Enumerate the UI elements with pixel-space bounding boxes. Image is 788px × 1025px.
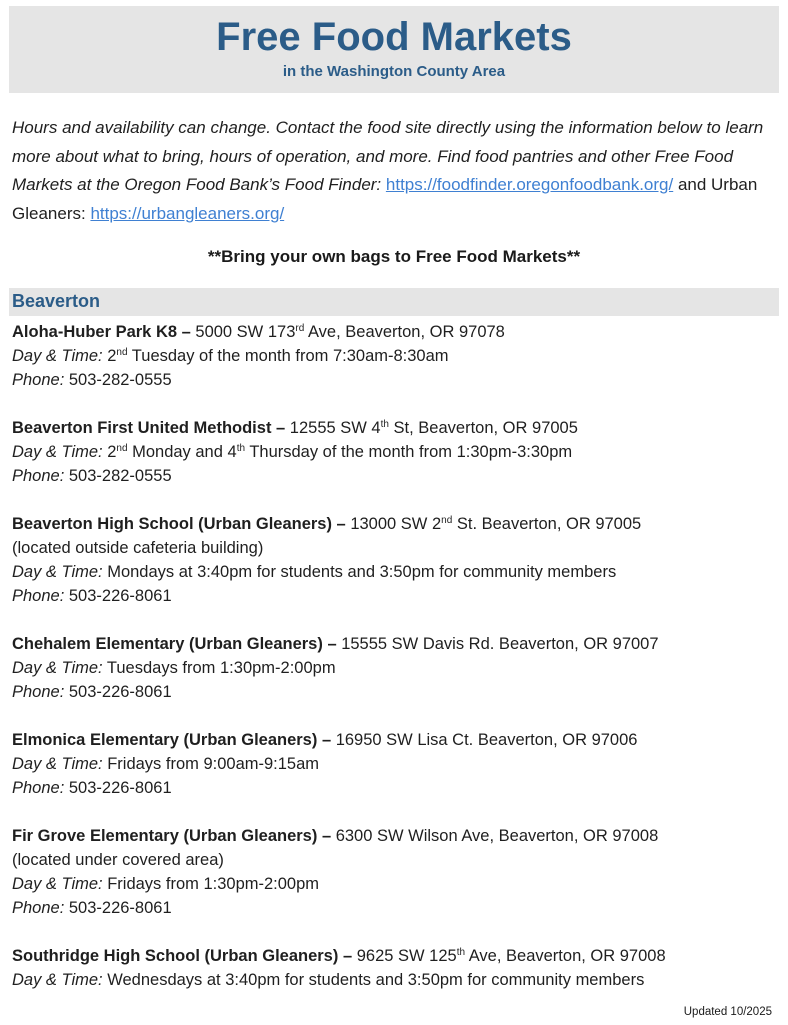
market-name: Aloha-Huber Park K8 – xyxy=(12,323,196,341)
day-time-label: Day & Time: xyxy=(12,347,103,365)
market-name: Chehalem Elementary (Urban Gleaners) – xyxy=(12,635,342,653)
market-name-address-line xyxy=(12,728,776,752)
phone-value: 503-226-8061 xyxy=(64,779,172,797)
day-time-value: Wednesdays at 3:40pm for students and 3:50pm for community members xyxy=(102,971,645,989)
market-name-address-line xyxy=(12,320,776,344)
market-address: 9625 SW 125th Ave, Beaverton, OR 97008 xyxy=(356,947,666,965)
market-day-time-line xyxy=(12,872,776,896)
document-header xyxy=(9,6,779,93)
market-name: Southridge High School (Urban Gleaners) – xyxy=(12,947,357,965)
market-phone-line xyxy=(12,368,776,392)
market-day-time-line xyxy=(12,440,776,464)
ordinal-superscript: th xyxy=(236,443,246,454)
ordinal-superscript: th xyxy=(380,419,389,430)
bring-bags-notice: **Bring your own bags to Free Food Markets** xyxy=(207,247,581,266)
market-address: 13000 SW 2nd St. Beaverton, OR 97005 xyxy=(350,515,642,533)
market-entry xyxy=(12,632,776,704)
phone-label: Phone: xyxy=(12,899,65,917)
market-name-address-line xyxy=(12,824,776,848)
market-phone-line xyxy=(12,464,776,488)
ordinal-superscript: th xyxy=(456,947,466,958)
day-time-label: Day & Time: xyxy=(12,971,103,989)
phone-label: Phone: xyxy=(12,467,65,485)
market-entry xyxy=(12,824,776,920)
phone-label: Phone: xyxy=(12,371,65,389)
market-address: 12555 SW 4th St, Beaverton, OR 97005 xyxy=(289,419,578,437)
market-name-address-line xyxy=(12,632,776,656)
market-address: 15555 SW Davis Rd. Beaverton, OR 97007 xyxy=(341,635,659,653)
market-address: 6300 SW Wilson Ave, Beaverton, OR 97008 xyxy=(335,827,659,845)
intro-link[interactable]: https://foodfinder.oregonfoodbank.org/ xyxy=(385,175,674,194)
market-name: Beaverton High School (Urban Gleaners) – xyxy=(12,515,351,533)
market-location-note: (located under covered area) xyxy=(12,851,224,869)
phone-label: Phone: xyxy=(12,779,65,797)
market-day-time-line xyxy=(12,344,776,368)
market-day-time-line xyxy=(12,656,776,680)
phone-label: Phone: xyxy=(12,683,65,701)
day-time-label: Day & Time: xyxy=(12,755,103,773)
ordinal-superscript: rd xyxy=(295,323,305,334)
market-entry xyxy=(12,512,776,608)
market-location-note: (located outside cafeteria building) xyxy=(12,539,264,557)
intro-link[interactable]: https://urbangleaners.org/ xyxy=(90,203,285,223)
section-header-beaverton: Beaverton xyxy=(9,288,779,316)
intro-text: and Urban Gleaners: xyxy=(12,175,758,223)
ordinal-superscript: nd xyxy=(441,515,453,526)
market-address: 5000 SW 173rd Ave, Beaverton, OR 97078 xyxy=(195,323,505,341)
phone-value: 503-226-8061 xyxy=(64,587,172,605)
day-time-value: Tuesdays from 1:30pm-2:00pm xyxy=(102,659,336,677)
market-list xyxy=(9,316,779,992)
day-time-value: Fridays from 1:30pm-2:00pm xyxy=(102,875,320,893)
page-title: Free Food Markets xyxy=(216,15,572,59)
updated-date: Updated 10/2025 xyxy=(683,1006,772,1018)
market-phone-line xyxy=(12,776,776,800)
market-entry xyxy=(12,944,776,992)
day-time-value: Fridays from 9:00am-9:15am xyxy=(102,755,320,773)
page-subtitle: in the Washington County Area xyxy=(282,63,506,80)
phone-value: 503-282-0555 xyxy=(64,467,172,485)
ordinal-superscript: nd xyxy=(116,347,128,358)
ordinal-superscript: nd xyxy=(116,443,128,454)
market-day-time-line xyxy=(12,560,776,584)
intro-text: Hours and availability can change. Contact the food site directly using the information below to learn more about what to bring, hours of operation, and more. Find food pantries and other Free Food Markets at the Oregon Food Bank’s Food Finder: xyxy=(12,118,764,194)
intro-paragraph xyxy=(12,114,776,228)
day-time-label: Day & Time: xyxy=(12,659,103,677)
phone-value: 503-226-8061 xyxy=(64,683,172,701)
market-name-address-line xyxy=(12,512,776,536)
day-time-value: 2nd Tuesday of the month from 7:30am-8:30am xyxy=(102,347,449,365)
market-entry xyxy=(12,728,776,800)
day-time-label: Day & Time: xyxy=(12,875,103,893)
market-name: Fir Grove Elementary (Urban Gleaners) – xyxy=(12,827,336,845)
market-name: Beaverton First United Methodist – xyxy=(12,419,290,437)
day-time-value: 2nd Monday and 4th Thursday of the month from 1:30pm-3:30pm xyxy=(102,443,573,461)
sections-container xyxy=(9,288,779,992)
day-time-label: Day & Time: xyxy=(12,443,103,461)
market-day-time-line xyxy=(12,968,776,992)
market-name: Elmonica Elementary (Urban Gleaners) – xyxy=(12,731,336,749)
market-address: 16950 SW Lisa Ct. Beaverton, OR 97006 xyxy=(335,731,638,749)
market-entry xyxy=(12,416,776,488)
market-day-time-line xyxy=(12,752,776,776)
market-name-address-line xyxy=(12,944,776,968)
phone-value: 503-282-0555 xyxy=(64,371,172,389)
market-name-address-line xyxy=(12,416,776,440)
market-phone-line xyxy=(12,680,776,704)
day-time-label: Day & Time: xyxy=(12,563,103,581)
market-phone-line xyxy=(12,584,776,608)
phone-value: 503-226-8061 xyxy=(64,899,172,917)
phone-label: Phone: xyxy=(12,587,65,605)
market-phone-line xyxy=(12,896,776,920)
market-entry xyxy=(12,320,776,392)
day-time-value: Mondays at 3:40pm for students and 3:50pm for community members xyxy=(102,563,617,581)
